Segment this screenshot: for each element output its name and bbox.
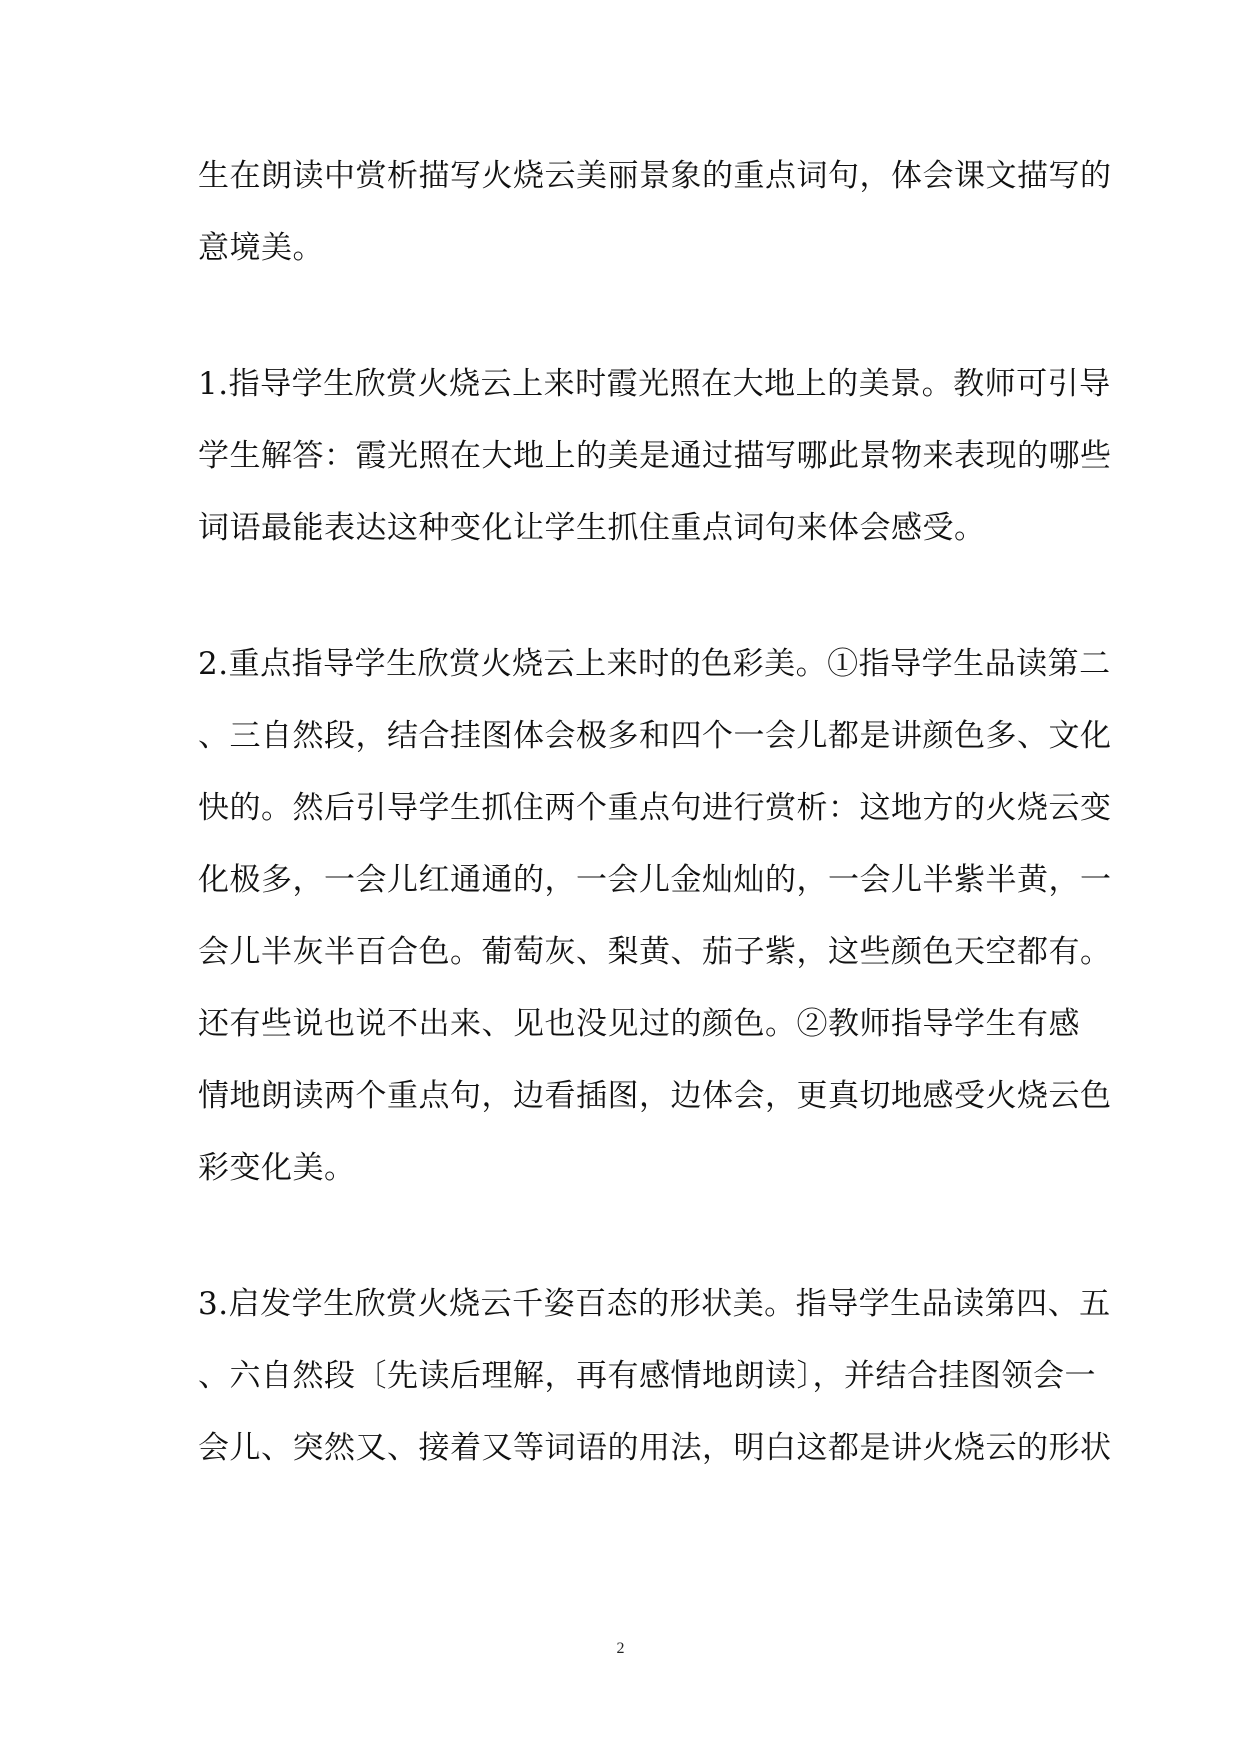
text-line: 词语最能表达这种变化让学生抓住重点词句来体会感受。 [198,510,986,546]
text-line: 会儿半灰半百合色。葡萄灰、梨黄、茄子紫，这些颜色天空都有。 [198,934,1112,970]
paragraph-1 [198,348,1112,564]
paragraph-gap [198,564,1048,628]
paragraph-2 [198,628,1112,1204]
text-line: 会儿、突然又、接着又等词语的用法，明白这都是讲火烧云的形状 [198,1430,1112,1466]
text-line: 2.重点指导学生欣赏火烧云上来时的色彩美。①指导学生品读第二 [198,646,1111,682]
text-line: 快的。然后引导学生抓住两个重点句进行赏析：这地方的火烧云变 [198,790,1112,826]
text-line: 还有些说也说不出来、见也没见过的颜色。②教师指导学生有感 [198,1006,1080,1042]
text-line: 3.启发学生欣赏火烧云千姿百态的形状美。指导学生品读第四、五 [198,1286,1111,1322]
paragraph-gap [198,284,1048,348]
document-body [198,140,1112,1484]
paragraph-3 [198,1268,1112,1484]
text-line: 学生解答：霞光照在大地上的美是通过描写哪此景物来表现的哪些 [198,438,1112,474]
text-line: 生在朗读中赏析描写火烧云美丽景象的重点词句，体会课文描写的 [198,158,1112,194]
text-line: 、六自然段〔先读后理解，再有感情地朗读〕，并结合挂图领会一 [198,1358,1096,1394]
text-line: 1.指导学生欣赏火烧云上来时霞光照在大地上的美景。教师可引导 [198,366,1111,402]
page-number: 2 [616,1640,625,1657]
paragraph-intro [198,140,1112,284]
text-line: 、三自然段，结合挂图体会极多和四个一会儿都是讲颜色多、文化 [198,718,1112,754]
text-line: 化极多，一会儿红通通的，一会儿金灿灿的，一会儿半紫半黄，一 [198,862,1112,898]
text-line: 彩变化美。 [198,1150,356,1186]
paragraph-gap [198,1204,1048,1268]
text-line: 情地朗读两个重点句，边看插图，边体会，更真切地感受火烧云色 [198,1078,1112,1114]
text-line: 意境美。 [198,230,324,266]
